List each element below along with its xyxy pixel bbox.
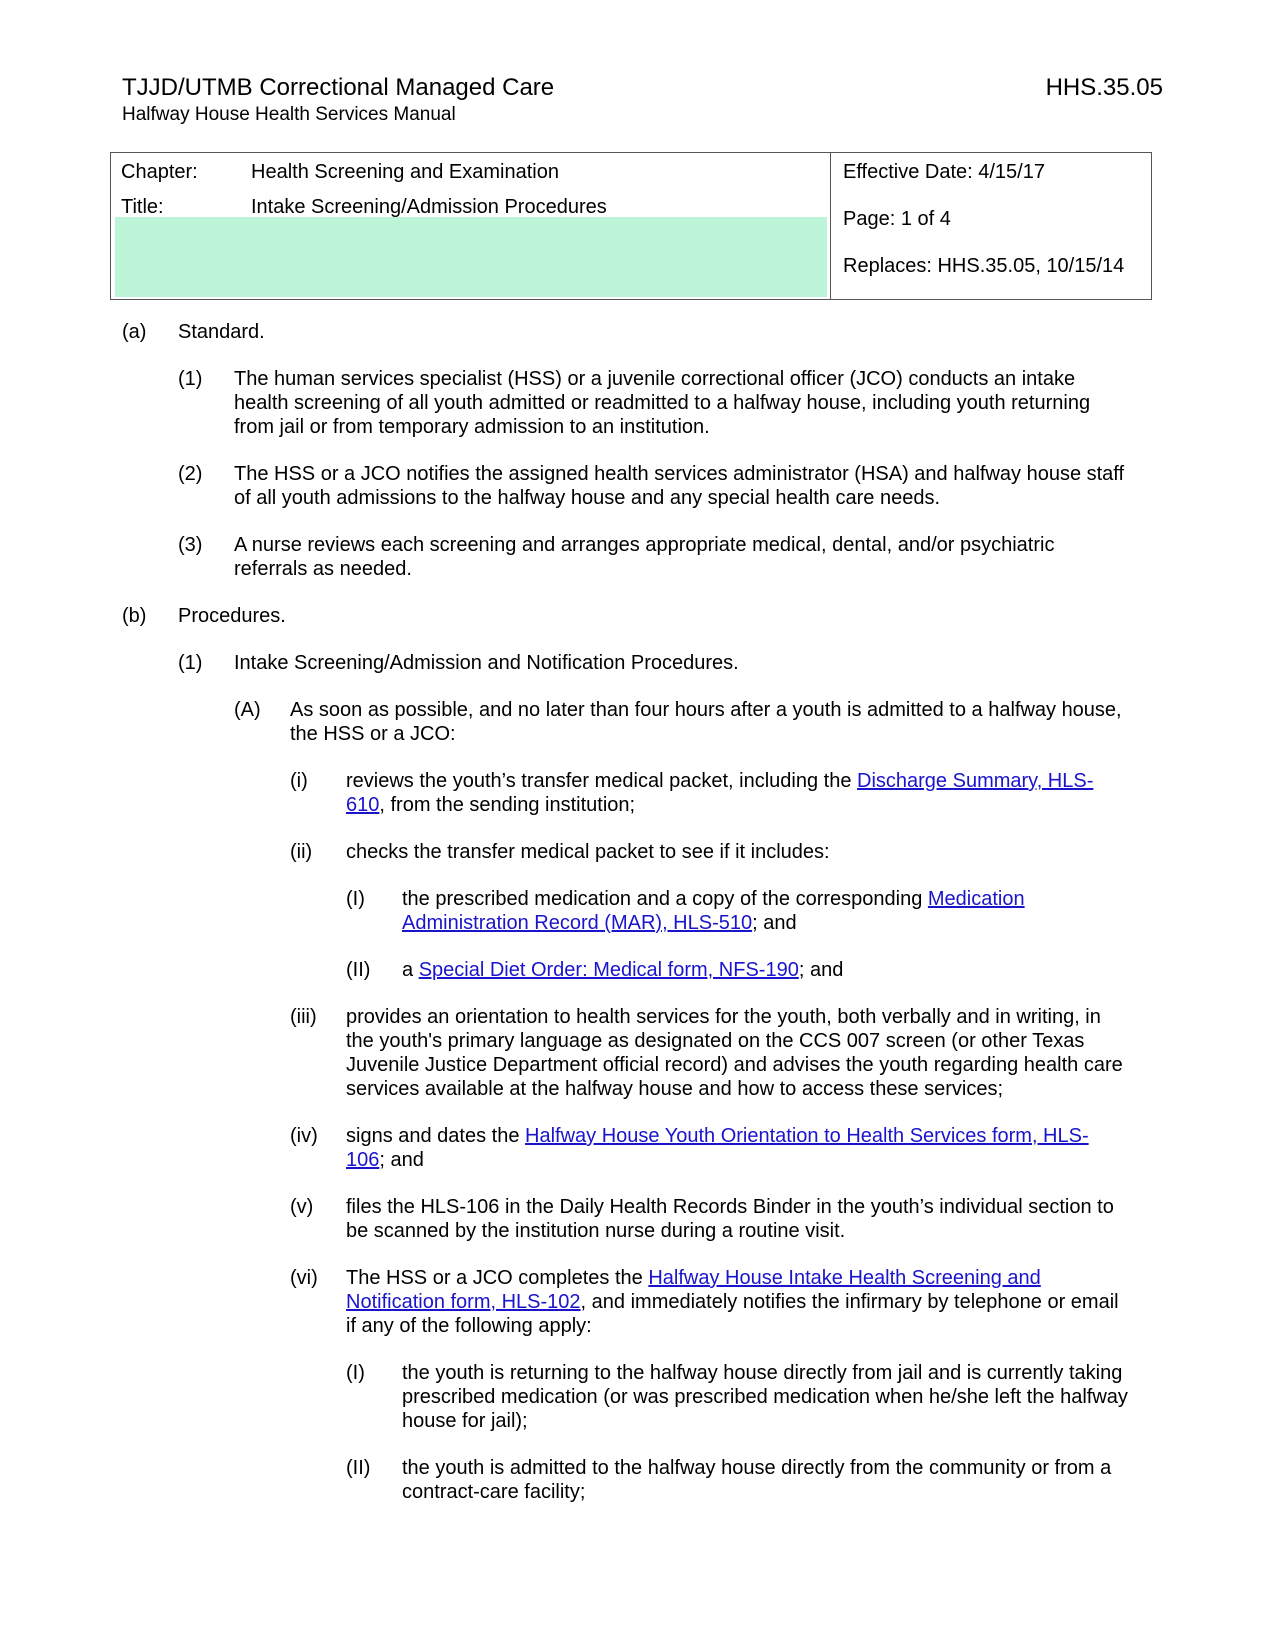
chapter-label: Chapter: (121, 161, 198, 183)
vi-II-line: contract-care facility; (402, 1481, 586, 1503)
intake-screening-form-link[interactable]: Halfway House Intake Health Screening and (648, 1267, 1041, 1289)
ii-marker: (ii) (290, 841, 313, 863)
a2-line: The HSS or a JCO notifies the assigned health services administrator (HSA) and halfway house staff (234, 463, 1125, 485)
vi-II-marker: (II) (346, 1457, 371, 1479)
a1-line: The human services specialist (HSS) or a juvenile correctional officer (JCO) conducts an intake (234, 368, 1076, 390)
mar-link[interactable]: Administration Record (MAR), HLS-510 (402, 912, 753, 934)
iv-line (346, 1148, 424, 1172)
a1-line: from jail or from temporary admission to an institution. (234, 416, 710, 438)
policy-code: HHS.35.05 (1045, 74, 1163, 101)
manual-subtitle: Halfway House Health Services Manual (122, 104, 456, 125)
a2-marker: (2) (178, 463, 203, 485)
section-a-heading: Standard. (178, 321, 265, 343)
v-line: files the HLS-106 in the Daily Health Records Binder in the youth’s individual section to (346, 1196, 1114, 1218)
discharge-summary-link[interactable]: Discharge Summary, HLS- (857, 770, 1094, 792)
intake-screening-form-link[interactable]: Notification form, HLS-102 (346, 1291, 581, 1313)
a3-line: A nurse reviews each screening and arranges appropriate medical, dental, and/or psychiatric (234, 534, 1055, 556)
i-line (346, 793, 635, 817)
ii-II-marker: (II) (346, 959, 371, 981)
vi-II-line: the youth is admitted to the halfway house directly from the community or from a (402, 1457, 1112, 1479)
a1-line: health screening of all youth admitted or readmitted to a halfway house, including youth returning (234, 392, 1091, 414)
ii-I-text: ; and (752, 912, 797, 934)
bA-marker: (A) (234, 699, 261, 721)
orientation-form-link[interactable]: 106 (346, 1149, 380, 1171)
page-number: Page: 1 of 4 (843, 208, 951, 230)
i-line (346, 769, 1093, 793)
vi-line (346, 1266, 1041, 1290)
ii-II-text: ; and (798, 959, 844, 981)
vi-I-line: prescribed medication (or was prescribed medication when he/she left the halfway (402, 1386, 1128, 1408)
mar-link[interactable]: Medication (927, 888, 1025, 910)
a2-line: of all youth admissions to the halfway house and any special health care needs. (234, 487, 940, 509)
ii-I-text: the prescribed medication and a copy of the corresponding (402, 888, 928, 910)
title-label: Title: (121, 196, 164, 218)
ii-II-text: a (402, 959, 419, 981)
a3-line: referrals as needed. (234, 558, 412, 580)
b1-marker: (1) (178, 652, 203, 674)
ii-line: checks the transfer medical packet to see if it includes: (346, 841, 830, 863)
highlight-region (115, 217, 827, 297)
iv-marker: (iv) (290, 1125, 318, 1147)
i-text: , from the sending institution; (379, 794, 636, 816)
ii-II-line (402, 958, 843, 982)
policy-info-table (110, 152, 1152, 300)
vi-marker: (vi) (290, 1267, 318, 1289)
info-left-cell (111, 153, 831, 299)
iii-line: services available at the halfway house and how to access these services; (346, 1078, 1004, 1100)
manual-title: TJJD/UTMB Correctional Managed Care (122, 74, 555, 101)
a1-marker: (1) (178, 368, 203, 390)
v-line: be scanned by the institution nurse during a routine visit. (346, 1220, 846, 1242)
section-a-marker: (a) (122, 321, 147, 343)
discharge-summary-link[interactable]: 610 (346, 794, 380, 816)
b1-heading: Intake Screening/Admission and Notification Procedures. (234, 652, 739, 674)
ii-I-marker: (I) (346, 888, 365, 910)
vi-I-line: the youth is returning to the halfway house directly from jail and is currently taking (402, 1362, 1123, 1384)
vi-line: if any of the following apply: (346, 1315, 592, 1337)
iii-line: provides an orientation to health services for the youth, both verbally and in writing, in (346, 1006, 1101, 1028)
effective-date: Effective Date: 4/15/17 (843, 161, 1045, 183)
title-value: Intake Screening/Admission Procedures (251, 196, 607, 218)
iv-line (346, 1124, 1089, 1148)
section-b-marker: (b) (122, 605, 147, 627)
vi-I-marker: (I) (346, 1362, 365, 1384)
i-marker: (i) (290, 770, 308, 792)
iii-marker: (iii) (290, 1006, 317, 1028)
a3-marker: (3) (178, 534, 203, 556)
iv-text: ; and (379, 1149, 424, 1171)
iv-text: signs and dates the (346, 1125, 526, 1147)
vi-line (346, 1290, 1119, 1314)
vi-text: The HSS or a JCO completes the (346, 1267, 649, 1289)
v-marker: (v) (290, 1196, 314, 1218)
vi-text: , and immediately notifies the infirmary by telephone or email (580, 1291, 1119, 1313)
special-diet-link[interactable]: Special Diet Order: Medical form, NFS-190 (418, 959, 799, 981)
bA-line: the HSS or a JCO: (290, 723, 456, 745)
orientation-form-link[interactable]: Halfway House Youth Orientation to Health Services form, HLS- (525, 1125, 1089, 1147)
section-b-heading: Procedures. (178, 605, 286, 627)
iii-line: Juvenile Justice Department official record) and advises the youth regarding health care (346, 1054, 1123, 1076)
vi-I-line: house for jail); (402, 1410, 528, 1432)
replaces: Replaces: HHS.35.05, 10/15/14 (843, 255, 1125, 277)
chapter-value: Health Screening and Examination (251, 161, 559, 183)
ii-I-line (402, 911, 797, 935)
iii-line: the youth's primary language as designated on the CCS 007 screen (or other Texas (346, 1030, 1085, 1052)
i-text: reviews the youth’s transfer medical packet, including the (346, 770, 858, 792)
ii-I-line (402, 887, 1025, 911)
bA-line: As soon as possible, and no later than four hours after a youth is admitted to a halfway house, (290, 699, 1122, 721)
